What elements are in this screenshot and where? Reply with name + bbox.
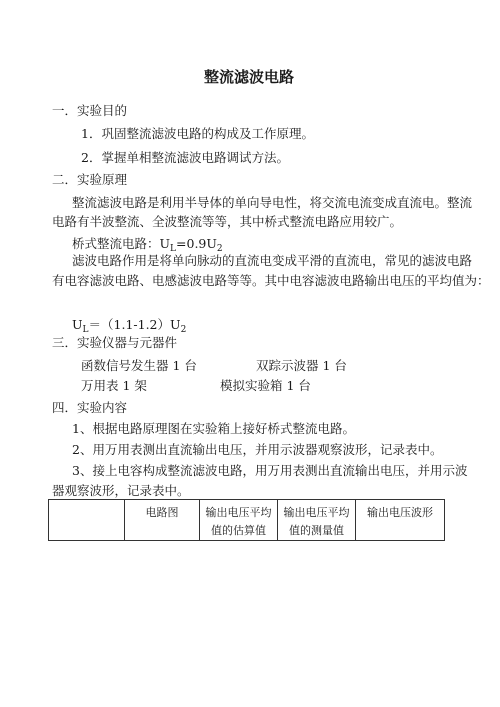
- table-header-cell: [49, 500, 125, 541]
- section1-item: 1．巩固整流滤波电路的构成及工作原理。: [81, 126, 314, 141]
- principle-paragraph-1-cont: 电路有半波整流、全波整流等等，其中桥式整流电路应用较广。: [52, 214, 403, 229]
- page-title: 整流滤波电路: [204, 68, 295, 86]
- table-header-cell: 输出电压波形: [356, 500, 445, 541]
- table-header-row: [49, 500, 445, 541]
- section4-heading: 四．实验内容: [52, 400, 128, 415]
- procedure-step: 2、用万用表测出直流输出电压，并用示波器观察波形，记录表中。: [72, 442, 443, 457]
- bridge-rectifier-formula: 桥式整流电路：$U_L=0.9U_2$: [72, 236, 223, 254]
- procedure-step: 3、接上电容构成整流滤波电路，用万用表测出直流输出电压，并用示波: [72, 463, 468, 478]
- principle-paragraph-1: 整流滤波电路是利用半导体的单向导电性，将交流电流变成直流电。整流: [72, 195, 473, 210]
- section1-heading: 一．实验目的: [52, 103, 128, 118]
- table-header-cell: 电路图: [125, 500, 200, 541]
- table-header-cell: 输出电压平均 值的测量值: [278, 500, 356, 541]
- section1-item: 2．掌握单相整流滤波电路调试方法。: [81, 150, 289, 165]
- procedure-step: 1、根据电路原理图在实验箱上接好桥式整流电路。: [72, 421, 355, 436]
- procedure-step-cont: 器观察波形，记录表中。: [52, 483, 190, 498]
- capacitor-filter-formula: $U_L=(1.1-1.2)U_2$: [72, 317, 187, 335]
- equipment-item: 万用表 1 架: [81, 378, 147, 393]
- section2-heading: 二．实验原理: [52, 172, 128, 187]
- principle-paragraph-2: 滤波电路作用是将单向脉动的直流电变成平滑的直流电，常见的滤波电路: [72, 253, 473, 268]
- principle-paragraph-2-cont: 有电容滤波电路、电感滤波电路等等。其中电容滤波电路输出电压的平均值为：: [52, 273, 490, 288]
- equipment-item: 双踪示波器 1 台: [256, 358, 347, 373]
- section3-heading: 三．实验仪器与元器件: [52, 335, 178, 350]
- equipment-item: 函数信号发生器 1 台: [81, 358, 197, 373]
- equipment-item: 模拟实验箱 1 台: [220, 378, 311, 393]
- results-table: [48, 499, 445, 541]
- table-header-cell: 输出电压平均 值的估算值: [200, 500, 278, 541]
